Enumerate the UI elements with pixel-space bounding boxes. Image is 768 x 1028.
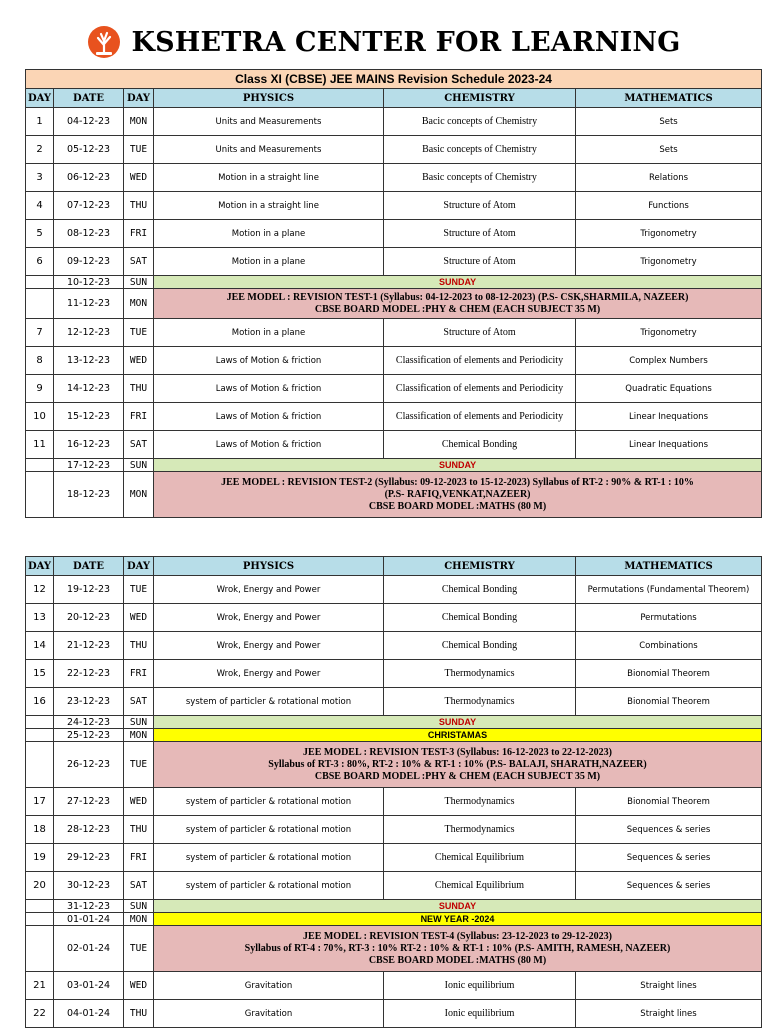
table-row [26,604,762,632]
mathematics-topic-cell: Straight lines [576,972,762,1000]
date-cell: 18-12-23 [54,472,124,518]
test-row [26,472,762,518]
col-header-day-number: DAY [26,557,54,576]
mathematics-topic-cell: Quadratic Equations [576,375,762,403]
weekday-cell: WED [124,972,154,1000]
chemistry-topic-cell: Thermodynamics [384,816,576,844]
test-row [26,289,762,319]
physics-topic-cell: Motion in a plane [154,220,384,248]
table-row [26,1000,762,1028]
physics-topic-cell: Gravitation [154,1000,384,1028]
date-cell: 22-12-23 [54,660,124,688]
mathematics-topic-cell: Trigonometry [576,220,762,248]
weekday-cell: MON [124,729,154,742]
table-row [26,403,762,431]
weekday-cell: SAT [124,248,154,276]
col-header-mathematics: MATHEMATICS [576,89,762,108]
day-number-cell: 13 [26,604,54,632]
mathematics-topic-cell: Trigonometry [576,319,762,347]
weekday-cell: WED [124,788,154,816]
table-row [26,816,762,844]
chemistry-topic-cell: Thermodynamics [384,788,576,816]
physics-topic-cell: system of particler & rotational motion [154,788,384,816]
day-number-cell: 6 [26,248,54,276]
chemistry-topic-cell: Chemical Equilibrium [384,872,576,900]
day-number-cell [26,900,54,913]
table-row [26,319,762,347]
table-row [26,375,762,403]
table-row [26,972,762,1000]
weekday-cell: SAT [124,688,154,716]
chemistry-topic-cell: Classification of elements and Periodicity [384,375,576,403]
table-row [26,576,762,604]
day-number-cell: 22 [26,1000,54,1028]
day-number-cell: 12 [26,576,54,604]
holiday-row [26,913,762,926]
day-number-cell: 7 [26,319,54,347]
day-number-cell: 11 [26,431,54,459]
date-cell: 29-12-23 [54,844,124,872]
test-description-line: CBSE BOARD MODEL :MATHS (80 M) [368,500,547,512]
date-cell: 01-01-24 [54,913,124,926]
mathematics-topic-cell: Functions [576,192,762,220]
table-row [26,192,762,220]
schedule-table-2 [25,556,762,1028]
mathematics-topic-cell: Bionomial Theorem [576,788,762,816]
schedule-caption: Class XI (CBSE) JEE MAINS Revision Schedule 2023-24 [26,70,762,89]
test-description-line: CBSE BOARD MODEL :MATHS (80 M) [368,954,547,966]
weekday-cell: THU [124,1000,154,1028]
col-header-date: DATE [54,89,124,108]
day-number-cell: 16 [26,688,54,716]
test-description-line: JEE MODEL : REVISION TEST-4 (Syllabus: 23-12-2023 to 29-12-2023) [303,930,612,942]
test-description-line: CBSE BOARD MODEL :PHY & CHEM (EACH SUBJECT 35 M) [314,770,601,782]
day-number-cell: 20 [26,872,54,900]
date-cell: 19-12-23 [54,576,124,604]
day-number-cell [26,459,54,472]
date-cell: 30-12-23 [54,872,124,900]
col-header-chemistry: CHEMISTRY [384,89,576,108]
date-cell: 04-12-23 [54,108,124,136]
date-cell: 15-12-23 [54,403,124,431]
date-cell: 07-12-23 [54,192,124,220]
weekday-cell: SAT [124,431,154,459]
mathematics-topic-cell: Bionomial Theorem [576,688,762,716]
col-header-mathematics: MATHEMATICS [576,557,762,576]
sunday-row [26,716,762,729]
physics-topic-cell: system of particler & rotational motion [154,816,384,844]
test-description-line: (P.S- RAFIQ,VENKAT,NAZEER) [384,488,531,500]
day-number-cell: 15 [26,660,54,688]
physics-topic-cell: Motion in a straight line [154,164,384,192]
mathematics-topic-cell: Linear Inequations [576,403,762,431]
mathematics-topic-cell: Sequences & series [576,816,762,844]
day-number-cell [26,742,54,788]
day-number-cell [26,276,54,289]
holiday-row [26,729,762,742]
day-number-cell: 5 [26,220,54,248]
physics-topic-cell: Units and Measurements [154,108,384,136]
mathematics-topic-cell: Permutations (Fundamental Theorem) [576,576,762,604]
mathematics-topic-cell: Sequences & series [576,844,762,872]
weekday-cell: MON [124,913,154,926]
chemistry-topic-cell: Structure of Atom [384,319,576,347]
col-header-day-number: DAY [26,89,54,108]
physics-topic-cell: Gravitation [154,972,384,1000]
mathematics-topic-cell: Complex Numbers [576,347,762,375]
test-description [154,742,762,788]
date-cell: 24-12-23 [54,716,124,729]
weekday-cell: TUE [124,319,154,347]
test-description [154,289,762,319]
date-cell: 25-12-23 [54,729,124,742]
day-number-cell: 2 [26,136,54,164]
table-row [26,248,762,276]
day-number-cell [26,472,54,518]
date-cell: 02-01-24 [54,926,124,972]
sunday-row [26,276,762,289]
chemistry-topic-cell: Chemical Bonding [384,632,576,660]
sunday-row [26,900,762,913]
mathematics-topic-cell: Bionomial Theorem [576,660,762,688]
physics-topic-cell: Wrok, Energy and Power [154,576,384,604]
day-number-cell [26,926,54,972]
table-row [26,632,762,660]
col-header-physics: PHYSICS [154,557,384,576]
physics-topic-cell: Motion in a straight line [154,192,384,220]
table-row [26,431,762,459]
physics-topic-cell: Laws of Motion & friction [154,347,384,375]
mathematics-topic-cell: Combinations [576,632,762,660]
day-number-cell: 3 [26,164,54,192]
test-description-line: JEE MODEL : REVISION TEST-2 (Syllabus: 09-12-2023 to 15-12-2023) Syllabus of RT-2 : 90% & RT-1 : 10% [221,476,694,488]
day-number-cell: 21 [26,972,54,1000]
date-cell: 16-12-23 [54,431,124,459]
test-row [26,926,762,972]
sunday-label: SUNDAY [154,716,762,729]
day-number-cell: 19 [26,844,54,872]
weekday-cell: MON [124,472,154,518]
chemistry-topic-cell: Chemical Equilibrium [384,844,576,872]
date-cell: 04-01-24 [54,1000,124,1028]
chemistry-topic-cell: Structure of Atom [384,248,576,276]
table-row [26,872,762,900]
sunday-label: SUNDAY [154,276,762,289]
day-number-cell [26,729,54,742]
weekday-cell: SAT [124,872,154,900]
physics-topic-cell: Wrok, Energy and Power [154,604,384,632]
physics-topic-cell: Laws of Motion & friction [154,403,384,431]
weekday-cell: THU [124,816,154,844]
date-cell: 17-12-23 [54,459,124,472]
weekday-cell: SUN [124,459,154,472]
day-number-cell: 10 [26,403,54,431]
day-number-cell: 1 [26,108,54,136]
test-description [154,472,762,518]
table-row [26,844,762,872]
mathematics-topic-cell: Relations [576,164,762,192]
weekday-cell: WED [124,604,154,632]
weekday-cell: THU [124,375,154,403]
sunday-label: SUNDAY [154,459,762,472]
physics-topic-cell: Laws of Motion & friction [154,375,384,403]
mathematics-topic-cell: Sets [576,108,762,136]
col-header-weekday: DAY [124,557,154,576]
chemistry-topic-cell: Structure of Atom [384,192,576,220]
chemistry-topic-cell: Classification of elements and Periodicity [384,403,576,431]
table-row [26,788,762,816]
sunday-label: SUNDAY [154,900,762,913]
day-number-cell: 9 [26,375,54,403]
weekday-cell: TUE [124,742,154,788]
col-header-date: DATE [54,557,124,576]
date-cell: 27-12-23 [54,788,124,816]
chemistry-topic-cell: Basic concepts of Chemistry [384,136,576,164]
weekday-cell: FRI [124,220,154,248]
date-cell: 28-12-23 [54,816,124,844]
physics-topic-cell: system of particler & rotational motion [154,872,384,900]
date-cell: 03-01-24 [54,972,124,1000]
chemistry-topic-cell: Bacic concepts of Chemistry [384,108,576,136]
header-row [26,89,762,108]
day-number-cell: 14 [26,632,54,660]
date-cell: 13-12-23 [54,347,124,375]
date-cell: 21-12-23 [54,632,124,660]
holiday-label: CHRISTAMAS [154,729,762,742]
chemistry-topic-cell: Basic concepts of Chemistry [384,164,576,192]
weekday-cell: FRI [124,844,154,872]
physics-topic-cell: Laws of Motion & friction [154,431,384,459]
chemistry-topic-cell: Chemical Bonding [384,604,576,632]
mathematics-topic-cell: Permutations [576,604,762,632]
chemistry-topic-cell: Chemical Bonding [384,431,576,459]
weekday-cell: MON [124,289,154,319]
chemistry-topic-cell: Thermodynamics [384,688,576,716]
date-cell: 05-12-23 [54,136,124,164]
weekday-cell: SUN [124,276,154,289]
weekday-cell: MON [124,108,154,136]
table-row [26,164,762,192]
table-row [26,660,762,688]
chemistry-topic-cell: Chemical Bonding [384,576,576,604]
table-row [26,220,762,248]
table-row [26,136,762,164]
date-cell: 09-12-23 [54,248,124,276]
holiday-label: NEW YEAR -2024 [154,913,762,926]
test-row [26,742,762,788]
test-description-line: JEE MODEL : REVISION TEST-3 (Syllabus: 16-12-2023 to 22-12-2023) [303,746,612,758]
physics-topic-cell: Motion in a plane [154,248,384,276]
physics-topic-cell: system of particler & rotational motion [154,844,384,872]
page-header [0,22,768,62]
test-description-line: Syllabus of RT-4 : 70%, RT-3 : 10% RT-2 : 10% & RT-1 : 10% (P.S- AMITH, RAMESH, NAZEER) [244,942,671,954]
col-header-chemistry: CHEMISTRY [384,557,576,576]
date-cell: 23-12-23 [54,688,124,716]
schedule-table-1 [25,69,762,518]
weekday-cell: WED [124,164,154,192]
chemistry-topic-cell: Thermodynamics [384,660,576,688]
col-header-weekday: DAY [124,89,154,108]
test-description-line: JEE MODEL : REVISION TEST-1 (Syllabus: 04-12-2023 to 08-12-2023) (P.S- CSK,SHARMILA, NAZEER) [226,291,689,303]
sunday-row [26,459,762,472]
schedule-body-2 [26,576,762,1028]
test-description-line: CBSE BOARD MODEL :PHY & CHEM (EACH SUBJECT 35 M) [314,303,601,315]
date-cell: 12-12-23 [54,319,124,347]
table-row [26,108,762,136]
date-cell: 08-12-23 [54,220,124,248]
page-title: KSHETRA CENTER FOR LEARNING [131,26,681,58]
physics-topic-cell: system of particler & rotational motion [154,688,384,716]
weekday-cell: SUN [124,900,154,913]
weekday-cell: TUE [124,136,154,164]
table-row [26,688,762,716]
physics-topic-cell: Units and Measurements [154,136,384,164]
day-number-cell [26,913,54,926]
date-cell: 26-12-23 [54,742,124,788]
test-description [154,926,762,972]
chemistry-topic-cell: Classification of elements and Periodicity [384,347,576,375]
header-row [26,557,762,576]
tree-logo-icon [87,25,121,59]
mathematics-topic-cell: Sequences & series [576,872,762,900]
date-cell: 10-12-23 [54,276,124,289]
date-cell: 20-12-23 [54,604,124,632]
date-cell: 31-12-23 [54,900,124,913]
mathematics-topic-cell: Trigonometry [576,248,762,276]
chemistry-topic-cell: Ionic equilibrium [384,1000,576,1028]
schedule-body-1 [26,108,762,518]
date-cell: 14-12-23 [54,375,124,403]
weekday-cell: WED [124,347,154,375]
day-number-cell [26,716,54,729]
mathematics-topic-cell: Sets [576,136,762,164]
day-number-cell: 8 [26,347,54,375]
day-number-cell [26,289,54,319]
weekday-cell: SUN [124,716,154,729]
table-row [26,347,762,375]
weekday-cell: FRI [124,403,154,431]
test-description-line: Syllabus of RT-3 : 80%, RT-2 : 10% & RT-1 : 10% (P.S- BALAJI, SHARATH,NAZEER) [268,758,647,770]
weekday-cell: TUE [124,576,154,604]
day-number-cell: 17 [26,788,54,816]
weekday-cell: THU [124,632,154,660]
col-header-physics: PHYSICS [154,89,384,108]
date-cell: 11-12-23 [54,289,124,319]
physics-topic-cell: Wrok, Energy and Power [154,660,384,688]
chemistry-topic-cell: Ionic equilibrium [384,972,576,1000]
weekday-cell: THU [124,192,154,220]
date-cell: 06-12-23 [54,164,124,192]
chemistry-topic-cell: Structure of Atom [384,220,576,248]
mathematics-topic-cell: Straight lines [576,1000,762,1028]
physics-topic-cell: Wrok, Energy and Power [154,632,384,660]
day-number-cell: 18 [26,816,54,844]
mathematics-topic-cell: Linear Inequations [576,431,762,459]
physics-topic-cell: Motion in a plane [154,319,384,347]
day-number-cell: 4 [26,192,54,220]
weekday-cell: TUE [124,926,154,972]
weekday-cell: FRI [124,660,154,688]
